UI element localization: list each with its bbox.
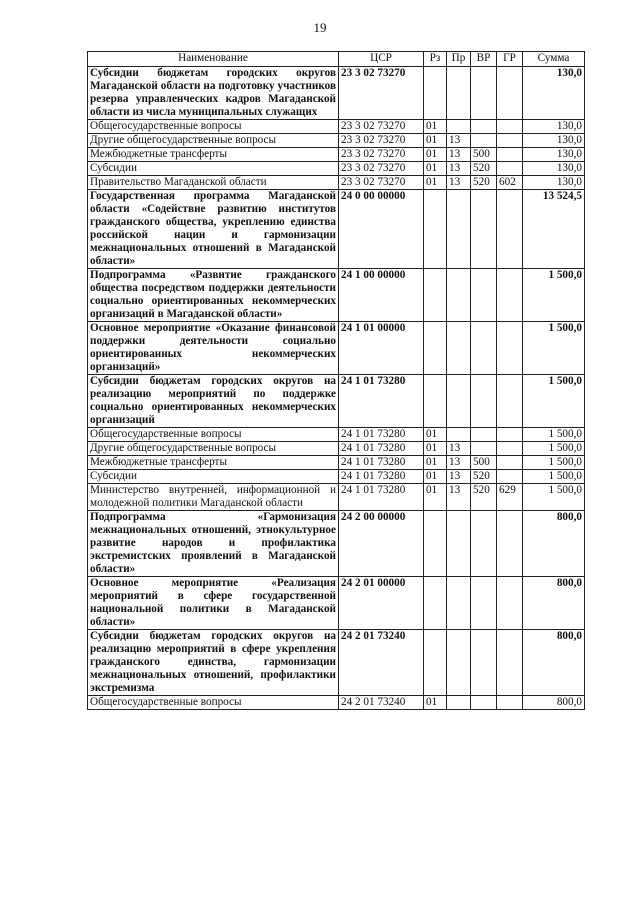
cell-vr	[471, 577, 497, 630]
cell-name: Основное мероприятие «Реализация мероприятий в сфере государственной национальной политики в Магаданской области»	[88, 577, 339, 630]
cell-rz: 01	[424, 148, 447, 162]
cell-csr: 24 2 01 00000	[339, 577, 424, 630]
table-row	[88, 148, 585, 162]
cell-csr: 24 0 00 00000	[339, 190, 424, 269]
cell-sum: 130,0	[523, 162, 585, 176]
cell-csr: 23 3 02 73270	[339, 148, 424, 162]
table-row	[88, 456, 585, 470]
header-rz: Рз	[424, 52, 447, 67]
cell-gr	[497, 190, 523, 269]
cell-vr: 520	[471, 484, 497, 511]
cell-vr	[471, 269, 497, 322]
cell-name: Субсидии бюджетам городских округов на реализацию мероприятий по поддержке социально ориентированных некоммерческих организаций	[88, 375, 339, 428]
cell-gr	[497, 428, 523, 442]
cell-csr: 24 2 00 00000	[339, 511, 424, 577]
header-vr: ВР	[471, 52, 497, 67]
cell-rz	[424, 190, 447, 269]
cell-pr	[447, 322, 471, 375]
cell-name: Общегосударственные вопросы	[88, 428, 339, 442]
cell-csr: 23 3 02 73270	[339, 162, 424, 176]
cell-vr: 520	[471, 162, 497, 176]
cell-sum: 130,0	[523, 120, 585, 134]
cell-vr: 500	[471, 456, 497, 470]
table-row	[88, 322, 585, 375]
table-row	[88, 269, 585, 322]
table-row	[88, 577, 585, 630]
cell-name: Подпрограмма «Гармонизация межнациональных отношений, этнокультурное развитие народов и профилактика экстремистских проявлений в Магаданской области»	[88, 511, 339, 577]
cell-gr	[497, 269, 523, 322]
table-row	[88, 162, 585, 176]
cell-rz: 01	[424, 696, 447, 710]
cell-vr	[471, 322, 497, 375]
cell-rz	[424, 269, 447, 322]
cell-csr: 24 1 01 73280	[339, 456, 424, 470]
cell-csr: 24 1 01 00000	[339, 322, 424, 375]
cell-name: Межбюджетные трансферты	[88, 456, 339, 470]
cell-name: Основное мероприятие «Оказание финансовой поддержки деятельности социально ориентированных некоммерческих организаций»	[88, 322, 339, 375]
header-gr: ГР	[497, 52, 523, 67]
cell-pr: 13	[447, 442, 471, 456]
cell-gr	[497, 67, 523, 120]
cell-gr: 629	[497, 484, 523, 511]
cell-vr	[471, 442, 497, 456]
budget-table	[87, 51, 585, 710]
cell-vr: 520	[471, 176, 497, 190]
cell-csr: 23 3 02 73270	[339, 120, 424, 134]
cell-sum: 130,0	[523, 176, 585, 190]
table-row	[88, 120, 585, 134]
cell-gr	[497, 375, 523, 428]
table-row	[88, 630, 585, 696]
cell-rz: 01	[424, 120, 447, 134]
page-number: 19	[313, 20, 327, 35]
cell-rz	[424, 630, 447, 696]
cell-vr	[471, 375, 497, 428]
cell-gr	[497, 120, 523, 134]
cell-rz	[424, 67, 447, 120]
cell-sum: 13 524,5	[523, 190, 585, 269]
cell-vr	[471, 134, 497, 148]
cell-pr: 13	[447, 134, 471, 148]
table-row	[88, 176, 585, 190]
cell-gr	[497, 134, 523, 148]
cell-vr	[471, 630, 497, 696]
cell-csr: 24 1 01 73280	[339, 470, 424, 484]
cell-vr	[471, 120, 497, 134]
cell-gr	[497, 511, 523, 577]
cell-rz: 01	[424, 176, 447, 190]
cell-vr: 520	[471, 470, 497, 484]
header-pr: Пр	[447, 52, 471, 67]
cell-csr: 24 1 00 00000	[339, 269, 424, 322]
cell-vr	[471, 428, 497, 442]
cell-csr: 24 1 01 73280	[339, 375, 424, 428]
cell-pr	[447, 67, 471, 120]
cell-csr: 23 3 02 73270	[339, 134, 424, 148]
table-row	[88, 67, 585, 120]
cell-gr: 602	[497, 176, 523, 190]
cell-sum: 130,0	[523, 67, 585, 120]
cell-rz	[424, 375, 447, 428]
cell-csr: 24 2 01 73240	[339, 696, 424, 710]
cell-vr	[471, 511, 497, 577]
cell-sum: 1 500,0	[523, 456, 585, 470]
cell-sum: 800,0	[523, 511, 585, 577]
cell-rz: 01	[424, 428, 447, 442]
cell-pr: 13	[447, 176, 471, 190]
cell-name: Субсидии бюджетам городских округов Магаданской области на подготовку участников резерва управленческих кадров Магаданской области из числа муниципальных служащих	[88, 67, 339, 120]
cell-name: Подпрограмма «Развитие гражданского общества посредством поддержки деятельности социально ориентированных некоммерческих организаций в Магаданской области»	[88, 269, 339, 322]
cell-pr: 13	[447, 148, 471, 162]
cell-csr: 23 3 02 73270	[339, 176, 424, 190]
cell-gr	[497, 456, 523, 470]
cell-csr: 24 1 01 73280	[339, 484, 424, 511]
table-header	[88, 52, 585, 67]
cell-rz: 01	[424, 484, 447, 511]
cell-pr: 13	[447, 484, 471, 511]
table-row	[88, 428, 585, 442]
cell-sum: 1 500,0	[523, 484, 585, 511]
table-row	[88, 190, 585, 269]
cell-gr	[497, 630, 523, 696]
table-row	[88, 134, 585, 148]
cell-gr	[497, 322, 523, 375]
cell-gr	[497, 696, 523, 710]
cell-gr	[497, 470, 523, 484]
table-row	[88, 470, 585, 484]
cell-name: Другие общегосударственные вопросы	[88, 442, 339, 456]
cell-rz	[424, 511, 447, 577]
cell-csr: 24 2 01 73240	[339, 630, 424, 696]
table-row	[88, 442, 585, 456]
table-row	[88, 696, 585, 710]
cell-name: Правительство Магаданской области	[88, 176, 339, 190]
cell-pr	[447, 120, 471, 134]
cell-name: Межбюджетные трансферты	[88, 148, 339, 162]
cell-sum: 130,0	[523, 134, 585, 148]
cell-rz: 01	[424, 442, 447, 456]
cell-gr	[497, 442, 523, 456]
header-sum: Сумма	[523, 52, 585, 67]
cell-rz	[424, 577, 447, 630]
cell-pr	[447, 375, 471, 428]
cell-csr: 23 3 02 73270	[339, 67, 424, 120]
cell-csr: 24 1 01 73280	[339, 442, 424, 456]
cell-sum: 1 500,0	[523, 269, 585, 322]
cell-sum: 1 500,0	[523, 442, 585, 456]
table-row	[88, 375, 585, 428]
cell-gr	[497, 148, 523, 162]
cell-rz: 01	[424, 456, 447, 470]
cell-rz: 01	[424, 470, 447, 484]
cell-rz: 01	[424, 162, 447, 176]
cell-name: Министерство внутренней, информационной и молодежной политики Магаданской области	[88, 484, 339, 511]
cell-pr: 13	[447, 162, 471, 176]
cell-sum: 1 500,0	[523, 375, 585, 428]
cell-name: Общегосударственные вопросы	[88, 696, 339, 710]
table-row	[88, 511, 585, 577]
cell-name: Государственная программа Магаданской области «Содействие развитию институтов гражданского общества, укреплению единства российской нации и гармонизации межнациональных отношений в Магаданской области»	[88, 190, 339, 269]
cell-sum: 1 500,0	[523, 322, 585, 375]
cell-rz: 01	[424, 134, 447, 148]
cell-pr	[447, 190, 471, 269]
header-csr: ЦСР	[339, 52, 424, 67]
cell-pr	[447, 696, 471, 710]
cell-csr: 24 1 01 73280	[339, 428, 424, 442]
cell-pr	[447, 511, 471, 577]
cell-vr	[471, 696, 497, 710]
cell-gr	[497, 162, 523, 176]
header-name: Наименование	[88, 52, 339, 67]
cell-pr	[447, 630, 471, 696]
cell-sum: 1 500,0	[523, 428, 585, 442]
table-body	[88, 67, 585, 710]
cell-pr	[447, 428, 471, 442]
cell-name: Субсидии	[88, 162, 339, 176]
cell-sum: 1 500,0	[523, 470, 585, 484]
cell-name: Другие общегосударственные вопросы	[88, 134, 339, 148]
cell-vr	[471, 67, 497, 120]
cell-sum: 800,0	[523, 696, 585, 710]
cell-vr	[471, 190, 497, 269]
cell-name: Субсидии	[88, 470, 339, 484]
cell-pr	[447, 269, 471, 322]
cell-pr: 13	[447, 470, 471, 484]
table-row	[88, 484, 585, 511]
cell-name: Субсидии бюджетам городских округов на реализацию мероприятий в сфере укрепления гражданского единства, гармонизации межнациональных отношений, профилактики экстремизма	[88, 630, 339, 696]
cell-gr	[497, 577, 523, 630]
cell-pr: 13	[447, 456, 471, 470]
cell-rz	[424, 322, 447, 375]
cell-sum: 130,0	[523, 148, 585, 162]
cell-pr	[447, 577, 471, 630]
cell-sum: 800,0	[523, 577, 585, 630]
cell-name: Общегосударственные вопросы	[88, 120, 339, 134]
cell-vr: 500	[471, 148, 497, 162]
cell-sum: 800,0	[523, 630, 585, 696]
